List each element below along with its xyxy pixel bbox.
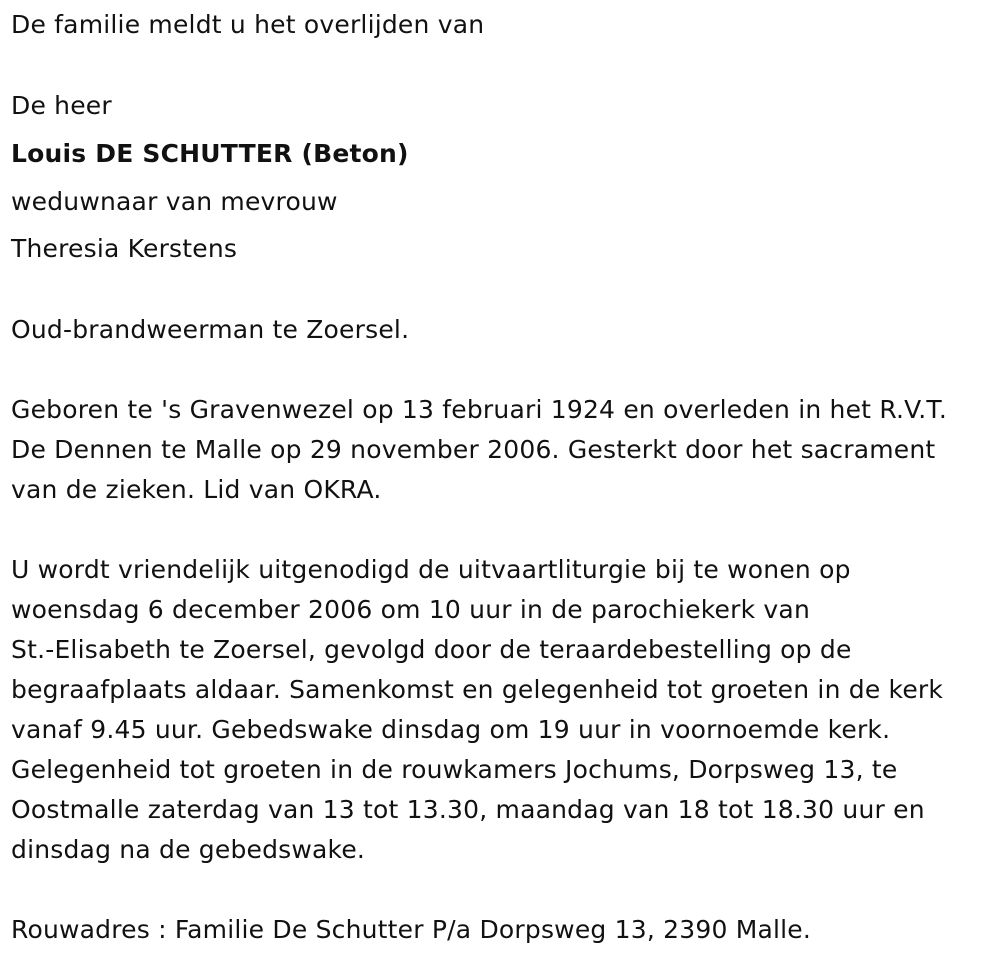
paragraph-line: vanaf 9.45 uur. Gebedswake dinsdag om 19 uur in voornoemde kerk. — [11, 715, 891, 744]
funeral-paragraph — [11, 550, 996, 870]
widow-line: weduwnaar van mevrouw — [11, 187, 338, 216]
mourning-address: Rouwadres : Familie De Schutter P/a Dorpsweg 13, 2390 Malle. — [11, 915, 812, 944]
paragraph-line: Geboren te 's Gravenwezel op 13 februari 1924 en overleden in het R.V.T. — [11, 395, 948, 424]
paragraph-line: St.-Elisabeth te Zoersel, gevolgd door de teraardebestelling op de — [11, 635, 852, 664]
paragraph-line: Gelegenheid tot groeten in de rouwkamers Jochums, Dorpsweg 13, te — [11, 755, 898, 784]
spouse-name: Theresia Kerstens — [11, 234, 238, 263]
paragraph-line: woensdag 6 december 2006 om 10 uur in de parochiekerk van — [11, 595, 810, 624]
paragraph-line: U wordt vriendelijk uitgenodigd de uitvaartliturgie bij te wonen op — [11, 555, 851, 584]
paragraph-line: van de zieken. Lid van OKRA. — [11, 475, 382, 504]
birth-death-paragraph — [11, 390, 996, 510]
paragraph-line: begraafplaats aldaar. Samenkomst en gelegenheid tot groeten in de kerk — [11, 675, 944, 704]
paragraph-line: De Dennen te Malle op 29 november 2006. Gesterkt door het sacrament — [11, 435, 936, 464]
paragraph-line: dinsdag na de gebedswake. — [11, 835, 366, 864]
occupation: Oud-brandweerman te Zoersel. — [11, 315, 410, 344]
paragraph-line: Oostmalle zaterdag van 13 tot 13.30, maandag van 18 tot 18.30 uur en — [11, 795, 925, 824]
intro-text: De familie meldt u het overlijden van — [11, 10, 485, 39]
deceased-name: Louis DE SCHUTTER (Beton) — [11, 139, 409, 168]
salutation: De heer — [11, 91, 112, 120]
